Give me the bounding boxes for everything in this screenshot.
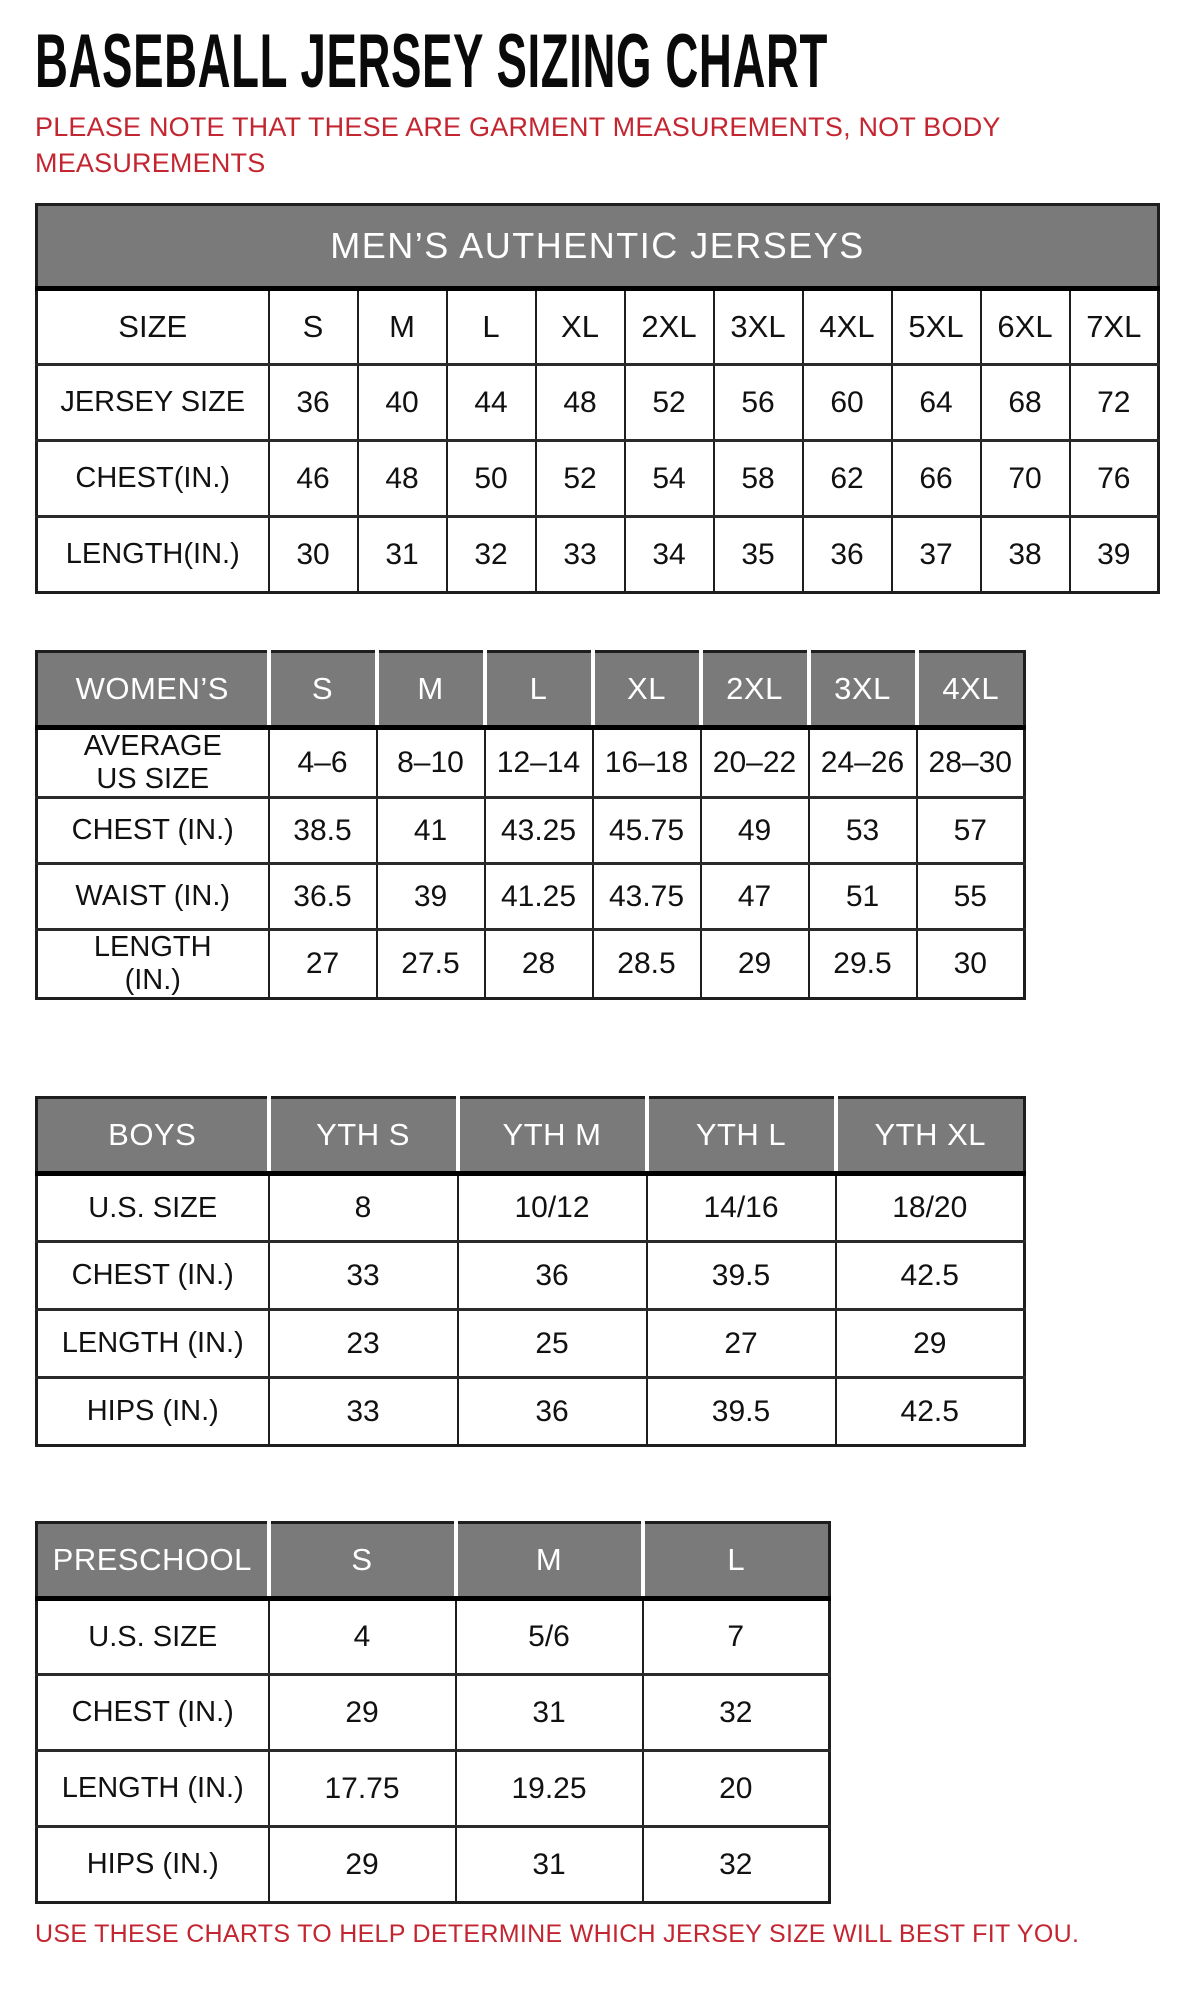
row-label: LENGTH(IN.) <box>37 517 269 593</box>
table-row <box>37 1242 1025 1310</box>
table-cell: 49 <box>701 798 809 864</box>
table-banner-row <box>37 205 1159 289</box>
table-cell: 51 <box>809 864 917 930</box>
table-row <box>37 1310 1025 1378</box>
table-cell: 41.25 <box>485 864 593 930</box>
table-cell: 62 <box>803 441 892 517</box>
table-cell: 20–22 <box>701 728 809 798</box>
table-row <box>37 1378 1025 1446</box>
column-header: XL <box>593 652 701 728</box>
table-cell: 70 <box>981 441 1070 517</box>
row-label: LENGTH (IN.) <box>37 930 269 999</box>
table-row <box>37 1751 830 1827</box>
row-label: LENGTH (IN.) <box>37 1310 269 1378</box>
column-header: S <box>269 652 377 728</box>
table-cell: 44 <box>447 365 536 441</box>
table-cell: 5/6 <box>456 1599 643 1675</box>
table-cell: 18/20 <box>836 1174 1025 1242</box>
table-cell: 20 <box>643 1751 830 1827</box>
table-cell: 40 <box>358 365 447 441</box>
table-cell: 36 <box>458 1378 647 1446</box>
table-cell: 27 <box>647 1310 836 1378</box>
table-cell: 38.5 <box>269 798 377 864</box>
table-cell: 33 <box>536 517 625 593</box>
column-header: 4XL <box>803 289 892 365</box>
table-cell: 32 <box>447 517 536 593</box>
column-header: S <box>269 1523 456 1599</box>
table-cell: 16–18 <box>593 728 701 798</box>
table-row <box>37 365 1159 441</box>
table-cell: 17.75 <box>269 1751 456 1827</box>
column-header: S <box>269 289 358 365</box>
table-cell: 36 <box>269 365 358 441</box>
table-cell: 53 <box>809 798 917 864</box>
table-cell: 23 <box>269 1310 458 1378</box>
table-cell: 19.25 <box>456 1751 643 1827</box>
row-label: HIPS (IN.) <box>37 1827 269 1903</box>
table-row <box>37 798 1025 864</box>
table-cell: 48 <box>536 365 625 441</box>
table-cell: 27 <box>269 930 377 999</box>
table-cell: 76 <box>1070 441 1159 517</box>
table-cell: 32 <box>643 1675 830 1751</box>
table-cell: 66 <box>892 441 981 517</box>
boys-sizing-table <box>35 1096 1026 1447</box>
table-cell: 60 <box>803 365 892 441</box>
column-header: 4XL <box>917 652 1025 728</box>
table-cell: 48 <box>358 441 447 517</box>
column-header: 5XL <box>892 289 981 365</box>
column-header: L <box>485 652 593 728</box>
table-row <box>37 441 1159 517</box>
table-cell: 4–6 <box>269 728 377 798</box>
table-cell: 24–26 <box>809 728 917 798</box>
table-cell: 29.5 <box>809 930 917 999</box>
table-cell: 28.5 <box>593 930 701 999</box>
column-header: L <box>447 289 536 365</box>
preschool-sizing-table <box>35 1521 831 1904</box>
column-header: YTH L <box>647 1098 836 1174</box>
column-header-row <box>37 1098 1025 1174</box>
column-header: WOMEN’S <box>37 652 269 728</box>
table-row <box>37 1174 1025 1242</box>
table-cell: 34 <box>625 517 714 593</box>
table-cell: 38 <box>981 517 1070 593</box>
table-cell: 36 <box>458 1242 647 1310</box>
column-header-row <box>37 289 1159 365</box>
table-cell: 8–10 <box>377 728 485 798</box>
table-cell: 64 <box>892 365 981 441</box>
table-cell: 8 <box>269 1174 458 1242</box>
table-row <box>37 1675 830 1751</box>
column-header: L <box>643 1523 830 1599</box>
table-cell: 36.5 <box>269 864 377 930</box>
table-cell: 32 <box>643 1827 830 1903</box>
table-cell: 54 <box>625 441 714 517</box>
table-cell: 14/16 <box>647 1174 836 1242</box>
column-header: 3XL <box>809 652 917 728</box>
table-cell: 43.25 <box>485 798 593 864</box>
column-header: YTH M <box>458 1098 647 1174</box>
table-cell: 45.75 <box>593 798 701 864</box>
column-header: 2XL <box>701 652 809 728</box>
column-header-row <box>37 652 1025 728</box>
table-cell: 52 <box>536 441 625 517</box>
column-header: XL <box>536 289 625 365</box>
table-cell: 42.5 <box>836 1378 1025 1446</box>
table-cell: 30 <box>917 930 1025 999</box>
row-label: JERSEY SIZE <box>37 365 269 441</box>
table-cell: 47 <box>701 864 809 930</box>
column-header: M <box>358 289 447 365</box>
column-header: YTH XL <box>836 1098 1025 1174</box>
table-cell: 25 <box>458 1310 647 1378</box>
table-cell: 43.75 <box>593 864 701 930</box>
table-cell: 55 <box>917 864 1025 930</box>
table-cell: 31 <box>456 1827 643 1903</box>
row-label: CHEST (IN.) <box>37 798 269 864</box>
column-header: YTH S <box>269 1098 458 1174</box>
garment-measurement-note: PLEASE NOTE THAT THESE ARE GARMENT MEASUREMENTS, NOT BODY MEASUREMENTS <box>35 112 1001 178</box>
table-cell: 29 <box>269 1827 456 1903</box>
table-cell: 46 <box>269 441 358 517</box>
table-cell: 39.5 <box>647 1378 836 1446</box>
table-cell: 39 <box>377 864 485 930</box>
row-label: CHEST (IN.) <box>37 1242 269 1310</box>
page-title-text: BASEBALL JERSEY SIZING CHART <box>35 19 828 104</box>
table-cell: 57 <box>917 798 1025 864</box>
table-cell: 28 <box>485 930 593 999</box>
table-row <box>37 1827 830 1903</box>
table-row <box>37 728 1025 798</box>
table-cell: 4 <box>269 1599 456 1675</box>
column-header: SIZE <box>37 289 269 365</box>
row-label: WAIST (IN.) <box>37 864 269 930</box>
table-cell: 30 <box>269 517 358 593</box>
table-cell: 35 <box>714 517 803 593</box>
table-cell: 39 <box>1070 517 1159 593</box>
row-label: U.S. SIZE <box>37 1174 269 1242</box>
column-header: 2XL <box>625 289 714 365</box>
column-header: 3XL <box>714 289 803 365</box>
column-header: 7XL <box>1070 289 1159 365</box>
table-cell: 50 <box>447 441 536 517</box>
table-cell: 37 <box>892 517 981 593</box>
table-cell: 10/12 <box>458 1174 647 1242</box>
column-header: M <box>377 652 485 728</box>
table-cell: 31 <box>456 1675 643 1751</box>
column-header-row <box>37 1523 830 1599</box>
fit-advice-footer: USE THESE CHARTS TO HELP DETERMINE WHICH JERSEY SIZE WILL BEST FIT YOU. <box>35 1920 1080 1949</box>
table-cell: 33 <box>269 1242 458 1310</box>
table-cell: 58 <box>714 441 803 517</box>
table-cell: 41 <box>377 798 485 864</box>
table-row <box>37 930 1025 999</box>
table-banner: MEN’S AUTHENTIC JERSEYS <box>37 205 1159 289</box>
table-cell: 68 <box>981 365 1070 441</box>
table-cell: 33 <box>269 1378 458 1446</box>
table-cell: 29 <box>269 1675 456 1751</box>
table-cell: 42.5 <box>836 1242 1025 1310</box>
table-row <box>37 864 1025 930</box>
row-label: HIPS (IN.) <box>37 1378 269 1446</box>
mens-authentic-jerseys-table <box>35 203 1160 594</box>
row-label: CHEST (IN.) <box>37 1675 269 1751</box>
row-label: LENGTH (IN.) <box>37 1751 269 1827</box>
column-header: 6XL <box>981 289 1070 365</box>
column-header: PRESCHOOL <box>37 1523 269 1599</box>
table-cell: 12–14 <box>485 728 593 798</box>
table-cell: 7 <box>643 1599 830 1675</box>
table-cell: 31 <box>358 517 447 593</box>
table-row <box>37 517 1159 593</box>
row-label: U.S. SIZE <box>37 1599 269 1675</box>
table-cell: 72 <box>1070 365 1159 441</box>
table-cell: 36 <box>803 517 892 593</box>
table-row <box>37 1599 830 1675</box>
table-cell: 27.5 <box>377 930 485 999</box>
table-cell: 29 <box>701 930 809 999</box>
womens-sizing-table <box>35 650 1026 1000</box>
table-cell: 39.5 <box>647 1242 836 1310</box>
table-cell: 29 <box>836 1310 1025 1378</box>
column-header: M <box>456 1523 643 1599</box>
table-cell: 52 <box>625 365 714 441</box>
table-cell: 56 <box>714 365 803 441</box>
column-header: BOYS <box>37 1098 269 1174</box>
row-label: CHEST(IN.) <box>37 441 269 517</box>
page-title <box>35 19 1165 104</box>
row-label: AVERAGE US SIZE <box>37 728 269 798</box>
table-cell: 28–30 <box>917 728 1025 798</box>
